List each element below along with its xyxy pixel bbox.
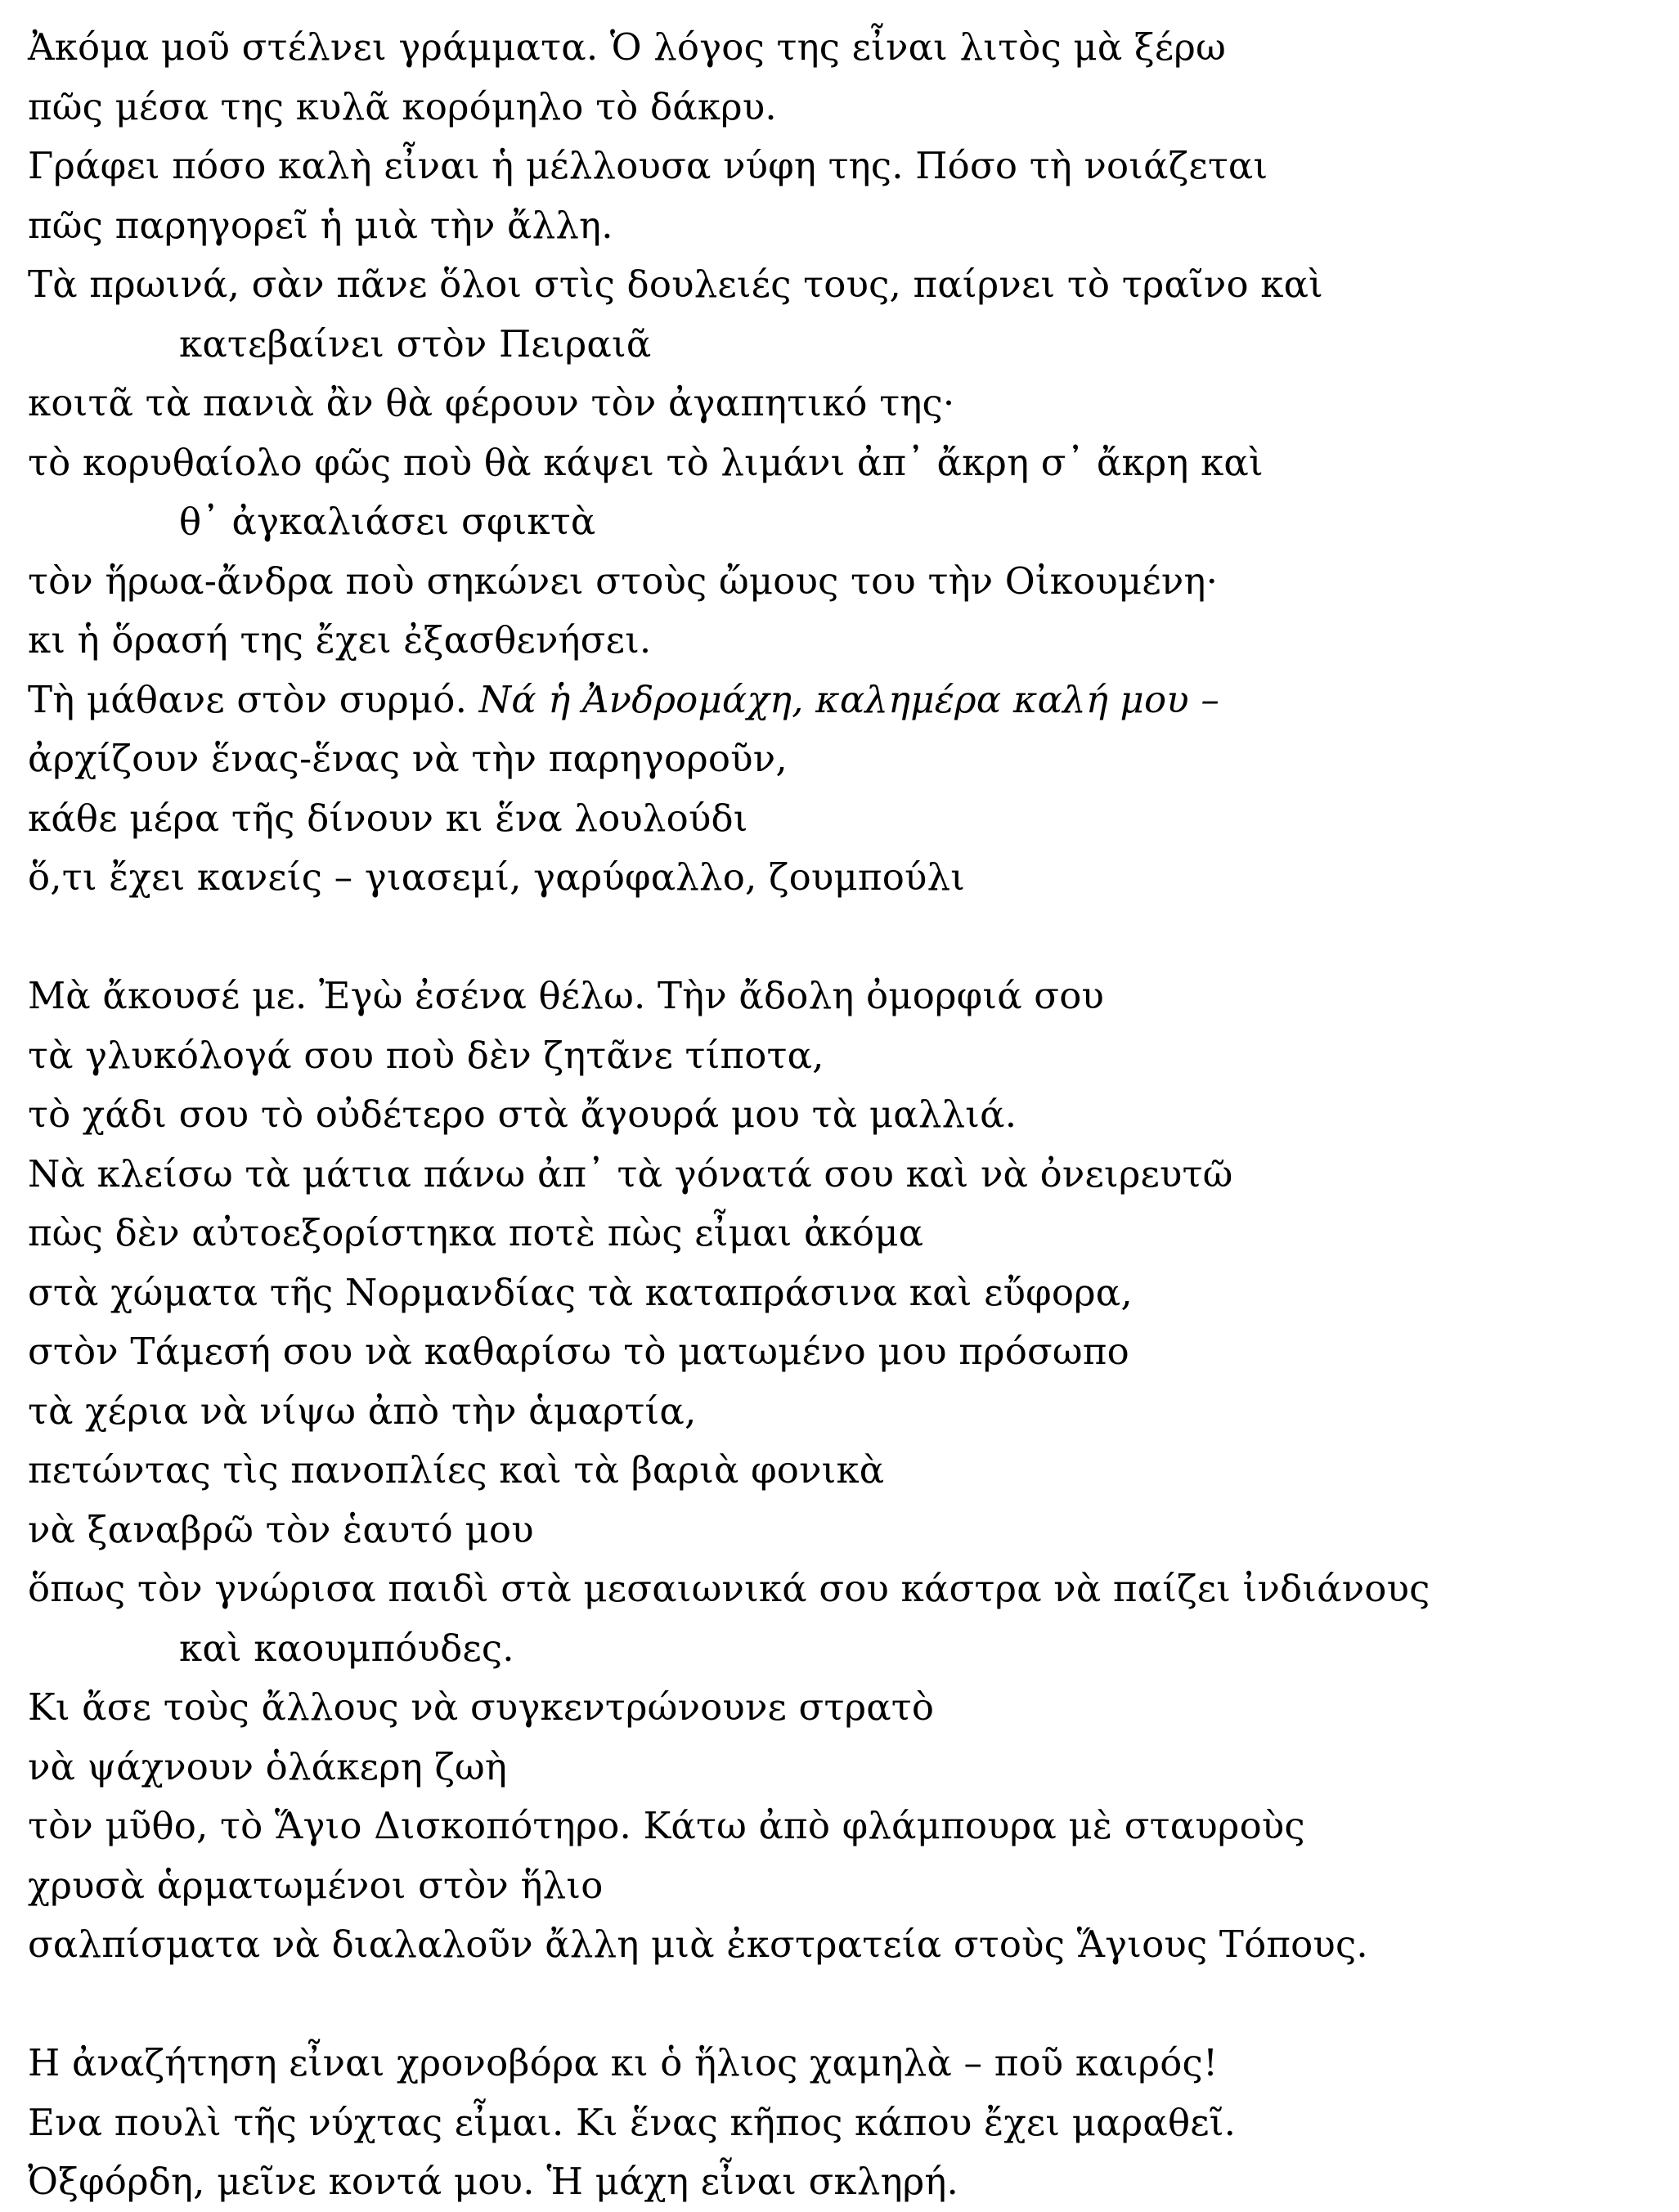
poem-text — [28, 18, 1655, 2212]
poem-line-mixed — [28, 671, 1655, 730]
poem-line-italic-part: Νά ἡ Ἀνδρομάχη, καλημέρα καλή μου – — [478, 677, 1220, 721]
poem-line-continuation: καὶ καουμπόυδες. — [179, 1626, 514, 1670]
stanza-3 — [28, 2034, 1655, 2212]
poem-line: κοιτᾶ τὰ πανιὰ ἂν θὰ φέρουν τὸν ἀγαπητικό της· — [28, 381, 955, 424]
poem-line: τὸ κορυθαίολο φῶς ποὺ θὰ κάψει τὸ λιμάνι ἀπ᾽ ἄκρη σ᾽ ἄκρη καὶ — [28, 440, 1264, 484]
poem-line-continuation: κατεβαίνει στὸν Πειραιᾶ — [179, 321, 652, 366]
poem-line: νὰ ψάχνουν ὁλάκερη ζωὴ — [28, 1744, 508, 1788]
poem-line: Γράφει πόσο καλὴ εἶναι ἡ μέλλουσα νύφη της. Πόσο τὴ νοιάζεται — [28, 144, 1268, 187]
poem-line: πῶς μέσα της κυλᾶ κορόμηλο τὸ δάκρυ. — [28, 84, 777, 128]
poem-line: στὰ χώματα τῆς Νορμανδίας τὰ καταπράσινα καὶ εὔφορα, — [28, 1270, 1133, 1314]
stanza-gap — [28, 1975, 1655, 2035]
poem-line: πετώντας τὶς πανοπλίες καὶ τὰ βαριὰ φονικὰ — [28, 1448, 885, 1492]
poem-line: κι ἡ ὅρασή της ἔχει ἐξασθενήσει. — [28, 618, 652, 662]
poem-line: ἀρχίζουν ἕνας-ἕνας νὰ τὴν παρηγοροῦν, — [28, 737, 788, 780]
poem-line: στὸν Τάμεσή σου νὰ καθαρίσω τὸ ματωμένο μου πρόσωπο — [28, 1330, 1129, 1373]
poem-line: πὼς δὲν αὐτοεξορίστηκα ποτὲ πὼς εἶμαι ἀκόμα — [28, 1211, 924, 1254]
poem-line: Ὀξφόρδη, μεῖνε κοντά μου. Ἡ μάχη εἶναι σκληρή. — [28, 2160, 959, 2203]
stanza-1 — [28, 18, 1655, 908]
poem-line: ὅπως τὸν γνώρισα παιδὶ στὰ μεσαιωνικά σου κάστρα νὰ παίζει ἰνδιάνους — [28, 1567, 1430, 1610]
poem-line: τὰ γλυκόλογά σου ποὺ δὲν ζητᾶνε τίποτα, — [28, 1033, 824, 1077]
poem-line: τὰ χέρια νὰ νίψω ἀπὸ τὴν ἁμαρτία, — [28, 1389, 697, 1433]
stanza-2 — [28, 967, 1655, 1975]
stanza-gap — [28, 908, 1655, 967]
poem-line: Ενα πουλὶ τῆς νύχτας εἶμαι. Κι ἕνας κῆπος κάπου ἔχει μαραθεῖ. — [28, 2100, 1237, 2144]
poem-line: σαλπίσματα νὰ διαλαλοῦν ἄλλη μιὰ ἐκστρατεία στοὺς Ἅγιους Τόπους. — [28, 1923, 1368, 1966]
poem-line: τὸ χάδι σου τὸ οὐδέτερο στὰ ἄγουρά μου τὰ μαλλιά. — [28, 1093, 1017, 1136]
poem-line: Ἀκόμα μοῦ στέλνει γράμματα. Ὁ λόγος της εἶναι λιτὸς μὰ ξέρω — [28, 25, 1226, 69]
poem-line: Η ἀναζήτηση εἶναι χρονοβόρα κι ὁ ἥλιος χαμηλὰ – ποῦ καιρός! — [28, 2041, 1219, 2084]
poem-line: κάθε μέρα τῆς δίνουν κι ἕνα λουλούδι — [28, 796, 748, 840]
poem-line: Τὰ πρωινά, σὰν πᾶνε ὅλοι στὶς δουλειές τους, παίρνει τὸ τραῖνο καὶ — [28, 262, 1324, 306]
poem-line: ὅ,τι ἔχει κανείς – γιασεμί, γαρύφαλλο, ζουμπούλι — [28, 855, 966, 899]
poem-line-part: Τὴ μάθανε στὸν συρμό. — [28, 677, 468, 721]
poem-line: Νὰ κλείσω τὰ μάτια πάνω ἀπ᾽ τὰ γόνατά σου καὶ νὰ ὀνειρευτῶ — [28, 1151, 1233, 1196]
poem-line: τὸν μῦθο, τὸ Ἅγιο Δισκοπότηρο. Κάτω ἀπὸ φλάμπουρα μὲ σταυροὺς — [28, 1804, 1305, 1847]
poem-line: Κι ἄσε τοὺς ἄλλους νὰ συγκεντρώνουνε στρατὸ — [28, 1685, 935, 1729]
poem-line: νὰ ξαναβρῶ τὸν ἑαυτό μου — [28, 1507, 534, 1551]
poem-line-continuation: θ᾽ ἀγκαλιάσει σφικτὰ — [179, 500, 596, 543]
poem-line: χρυσὰ ἁρματωμένοι στὸν ἥλιο — [28, 1863, 604, 1907]
poem-line: τὸν ἥρωα-ἄνδρα ποὺ σηκώνει στοὺς ὤμους του τὴν Οἰκουμένη· — [28, 559, 1219, 603]
poem-line: Μὰ ἄκουσέ με. Ἐγὼ ἐσένα θέλω. Τὴν ἄδολη ὀμορφιά σου — [28, 974, 1105, 1017]
poem-line: πῶς παρηγορεῖ ἡ μιὰ τὴν ἄλλη. — [28, 203, 613, 247]
